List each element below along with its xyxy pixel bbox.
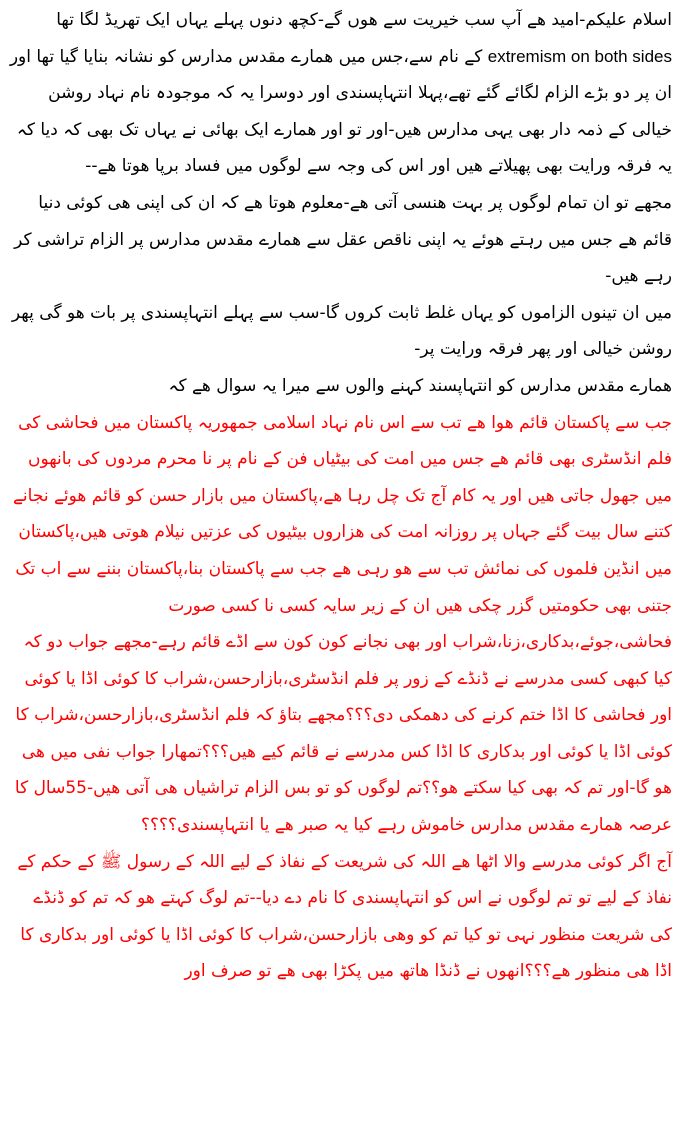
thread-title-latin: extremism on both sides [487,46,672,66]
paragraph-closing-red: آج اگر کوئی مدرسے والا اٹھا ھے اللہ کی شریعت کے نفاذ کے لیے اللہ کے رسول ﷺ کے حکم کے نفاذ کے لیے تو تم لوگوں نے اس کو انتہاپسندی کا نام دے دیا--تم لوگ کہتے ھو کہ تم کو ڈنڈے کی شریعت منظور نہی تو کیا تم کو وھی بازارحسن،شراب کا کوئی اڈا یا کوئی اور بدکاری کا اڈا ھی منظور ھے؟؟؟انھوں نے ڈنڈا ھاتھ میں پکڑا بھی ھے تو صرف اور [17,851,672,982]
paragraph-question-red: جب سے پاکستان قائم ھوا ھے تب سے اس نام نہاد اسلامی جمھوریہ پاکستان میں فحاشی کی فلم انڈسٹری بھی قائم ھے جس میں امت کی بیٹیاں فن کے نام پر نا محرم مردوں کی بانھوں میں جھول جاتی ھیں اور یہ کام آج تک چل رہا ھے،پاکستان میں بازار حسن کو قائم ھوئے نجانے کتنے سال بیت گئے جہاں پر روزانہ امت کی ھزاروں بیٹیوں کی عزتیں نیلام ھوتی ھیں،پاکستان میں انڈین فلموں کی نمائش تب سے ھو رہی ھے جب سے پاکستان بنا،پاکستان بننے سے اب تک جتنی بھی حکومتیں گزر چکی ھیں ان کے زیر سایہ کسی نا کسی صورت فحاشی،جوئے،بدکاری،زنا،شراب اور بھی نجانے کون کون سے اڈے قائم رہے-مجھے جواب دو کہ کیا کبھی کسی مدرسے نے ڈنڈے کے زور پر فلم انڈسٹری،بازارحسن،شراب کا کوئی اڈا یا کوئی اور فحاشی کا اڈا ختم کرنے کی دھمکی دی؟؟؟مجھے بتاؤ کہ فلم انڈسٹری،بازارحسن،شراب کا کوئی اڈا یا کوئی اور بدکاری کا اڈا کس مدرسے نے قائم کیے ھیں؟؟؟تمھارا جواب نفی میں ھی ھو گا-اور تم کہ بھی کیا سکتے ھو؟؟تم لوگوں کو تو بس الزام تراشیاں ھی آتی ھیں-55سال کا عرصہ ھمارے مقدس مدارس خاموش رہے کیا یہ صبر ھے یا انتہاپسندی؟؟؟؟ [12,412,672,836]
paragraph-opinion: مجھے تو ان تمام لوگوں پر بہت ھنسی آتی ھے-معلوم ھوتا ھے کہ ان کی اپنی ھی کوئی دنیا قائم ھے جس میں رہتے ھوئے یہ اپنی ناقص عقل سے ھمارے مقدس مدارس پر الزام تراشی کر رہے ھیں- [14,192,672,287]
intro-text-start: اسلام علیکم-امید ھے آپ سب خیریت سے ھوں گے-کچھ دنوں پہلے یہاں ایک تھریڈ لگا تھا [56,10,672,30]
paragraph-intro [8,2,672,185]
paragraph-question-lead: ھمارے مقدس مدارس کو انتہاپسند کہنے والوں سے میرا یہ سوال ھے کہ [168,375,672,396]
paragraph-plan: میں ان تینوں الزاموں کو یہاں غلط ثابت کروں گا-سب سے پہلے انتہاپسندی پر بات ھو گی پھر روشن خیالی اور پھر فرقہ ورایت پر- [11,302,672,360]
intro-text-end: کے نام سے،جس میں ھمارے مقدس مدارس کو نشانہ بنایا گیا تھا اور ان پر دو بڑے الزام لگائے گئے تھے،پہلا انتہاپسندی اور دوسرا یہ کہ موجودہ نام نہاد روشن خیالی کے ذمہ دار بھی یہی مدارس ھیں-اور تو اور ھمارے ایک بھائی نے یہاں تک بھی کہ دیا کہ یہ فرقہ ورایت بھی پھیلاتے ھیں اور اس کی وجہ سے لوگوں میں فساد برپا ھوتا ھے-- [9,46,672,177]
